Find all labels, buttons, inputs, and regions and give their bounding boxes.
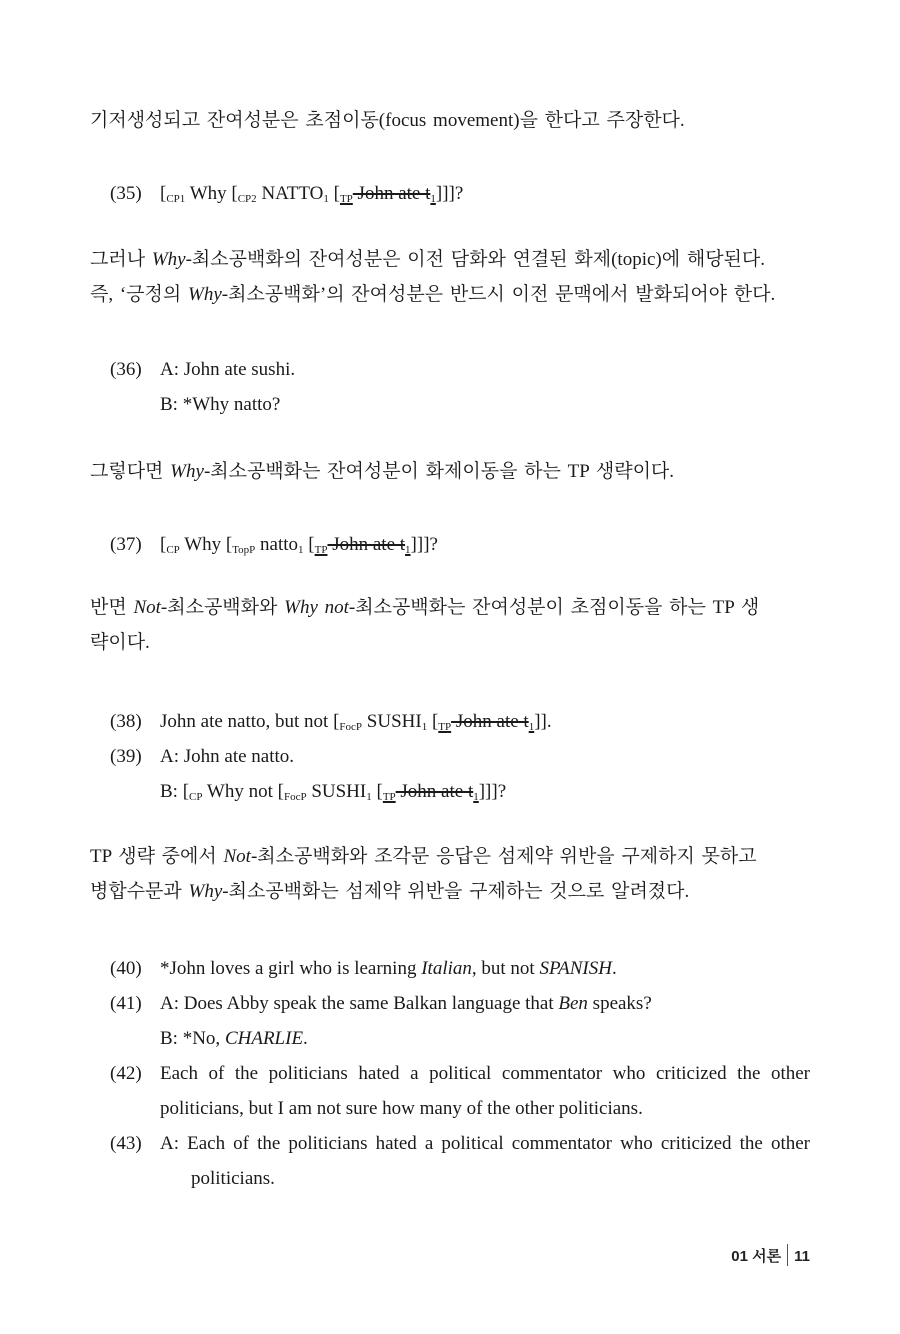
italic-text: Why <box>170 461 204 482</box>
text: B: [ <box>160 781 190 802</box>
text: natto <box>255 534 299 555</box>
subscript: 1 <box>405 544 411 556</box>
paragraph-5-line-1 <box>90 846 812 881</box>
text: -최소공백화와 <box>160 597 285 618</box>
line-1: Each of the politicians hated a political commentator who criticized the other <box>160 1063 810 1084</box>
italic-text: Not <box>133 597 161 618</box>
text: . <box>611 958 617 979</box>
text: A: Does Abby speak the same Balkan language that <box>160 993 559 1014</box>
deleted-tp <box>383 781 479 802</box>
italic-text: Why <box>151 249 186 270</box>
example-number: (36) <box>110 359 142 380</box>
text: *John loves a girl who is learning <box>160 958 422 979</box>
text: speaks? <box>587 993 652 1014</box>
subscript: CP <box>189 791 203 803</box>
deleted-tp <box>438 711 534 732</box>
example-number: (42) <box>110 1063 142 1084</box>
italic-text: Ben <box>558 993 588 1014</box>
italic-text: Why not <box>284 597 349 618</box>
text: John ate t <box>451 711 529 732</box>
example-number: (40) <box>110 958 142 979</box>
text: John ate t <box>395 781 474 802</box>
text: [ <box>160 183 167 204</box>
page-footer <box>731 1244 810 1266</box>
line-2: politicians. <box>191 1168 275 1189</box>
text: . <box>303 1028 308 1049</box>
paragraph-1-line: 기저생성되고 잔여성분은 초점이동(focus movement)을 한다고 주장한다. <box>90 110 685 131</box>
page-number: 11 <box>794 1248 810 1265</box>
line-b <box>160 781 506 804</box>
italic-text: Why <box>188 284 222 305</box>
subscript: FocP <box>283 791 307 803</box>
text: TP 생략 중에서 <box>90 846 224 867</box>
subscript: 1 <box>430 193 436 205</box>
subscript: 1 <box>323 193 329 205</box>
subscript: 1 <box>421 721 428 733</box>
italic-text: Not <box>223 846 251 867</box>
paragraph-2-line-2 <box>90 284 812 319</box>
text: [ <box>427 711 439 732</box>
subscript: 1 <box>366 791 372 803</box>
subscript: CP2 <box>237 193 257 205</box>
text: -최소공백화와 조각문 응답은 섬제약 위반을 구제하지 못하고 <box>250 846 757 867</box>
subscript: TP <box>314 544 328 556</box>
paragraph-4 <box>90 597 812 667</box>
paragraph-4-line-1 <box>90 597 812 632</box>
text: B: *No, <box>160 1028 225 1049</box>
subscript: TP <box>339 193 353 205</box>
text: [ <box>303 534 315 555</box>
example-number: (37) <box>110 534 142 555</box>
italic-text: SPANISH <box>539 958 612 979</box>
line-b <box>160 1028 308 1051</box>
text: -최소공백화는 잔여성분이 화제이동을 하는 TP 생략이다. <box>203 461 675 482</box>
text: John ate t <box>352 183 431 204</box>
deleted-tp <box>315 534 411 555</box>
line-b: B: *Why natto? <box>160 394 281 415</box>
divider <box>787 1244 788 1266</box>
paragraph-3-line <box>90 461 812 496</box>
text: Why [ <box>179 534 233 555</box>
text: , but not <box>471 958 540 979</box>
text: ]]]? <box>435 183 464 204</box>
text: [ <box>371 781 383 802</box>
example-40-body <box>160 958 617 981</box>
subscript: TopP <box>232 544 256 556</box>
text: [ <box>328 183 340 204</box>
paragraph-3 <box>90 461 812 496</box>
text: 그렇다면 <box>90 461 171 482</box>
text: ]]]? <box>478 781 507 802</box>
paragraph-5 <box>90 846 812 916</box>
text: SUSHI <box>362 711 422 732</box>
subscript: 1 <box>298 544 304 556</box>
text: Why [ <box>185 183 238 204</box>
text: John ate t <box>327 534 406 555</box>
subscript: TP <box>438 721 452 733</box>
paragraph-2 <box>90 249 812 319</box>
text: ]]]? <box>410 534 438 555</box>
paragraph-2-line-1 <box>90 249 812 284</box>
line-a: A: John ate natto. <box>160 746 295 767</box>
subscript: CP1 <box>166 193 186 205</box>
text: 그러나 <box>90 249 152 270</box>
text: -최소공백화’의 잔여성분은 반드시 이전 문맥에서 발화되어야 한다. <box>221 284 776 305</box>
subscript: CP <box>166 544 180 556</box>
text: John ate natto, but not [ <box>160 711 340 732</box>
text: -최소공백화의 잔여성분은 이전 담화와 연결된 화제(topic)에 해당된다. <box>185 249 766 270</box>
italic-text: Italian <box>421 958 472 979</box>
text: [ <box>160 534 167 555</box>
text: 병합수문과 <box>90 881 189 902</box>
paragraph-4-line-2: 략이다. <box>90 632 150 653</box>
italic-text: CHARLIE <box>224 1028 304 1049</box>
text: NATTO <box>256 183 324 204</box>
example-number: (38) <box>110 711 142 732</box>
example-35-body <box>160 183 463 206</box>
italic-text: Why <box>188 881 223 902</box>
example-38-body <box>160 711 552 734</box>
chapter-label: 01 서론 <box>731 1248 782 1265</box>
subscript: FocP <box>339 721 363 733</box>
subscript: 1 <box>473 791 479 803</box>
line-1: A: Each of the politicians hated a political commentator who criticized the other <box>160 1133 810 1154</box>
line-a <box>160 993 652 1016</box>
text: ]]. <box>534 711 552 732</box>
line-a: A: John ate sushi. <box>160 359 296 380</box>
text: Why not [ <box>202 781 284 802</box>
subscript: TP <box>382 791 396 803</box>
example-number: (43) <box>110 1133 142 1154</box>
paragraph-5-line-2 <box>90 881 812 916</box>
deleted-tp <box>340 183 436 204</box>
text: -최소공백화는 잔여성분이 초점이동을 하는 TP 생 <box>348 597 760 618</box>
paragraph-1 <box>90 110 812 145</box>
example-37-body <box>160 534 438 557</box>
subscript: 1 <box>528 721 535 733</box>
text: SUSHI <box>306 781 367 802</box>
line-2: politicians, but I am not sure how many of the other politicians. <box>160 1098 643 1119</box>
text: 즉, ‘긍정의 <box>90 284 188 305</box>
text: -최소공백화는 섬제약 위반을 구제하는 것으로 알려졌다. <box>222 881 690 902</box>
text: 반면 <box>90 597 134 618</box>
example-number: (41) <box>110 993 142 1014</box>
example-number: (39) <box>110 746 142 767</box>
example-number: (35) <box>110 183 142 204</box>
